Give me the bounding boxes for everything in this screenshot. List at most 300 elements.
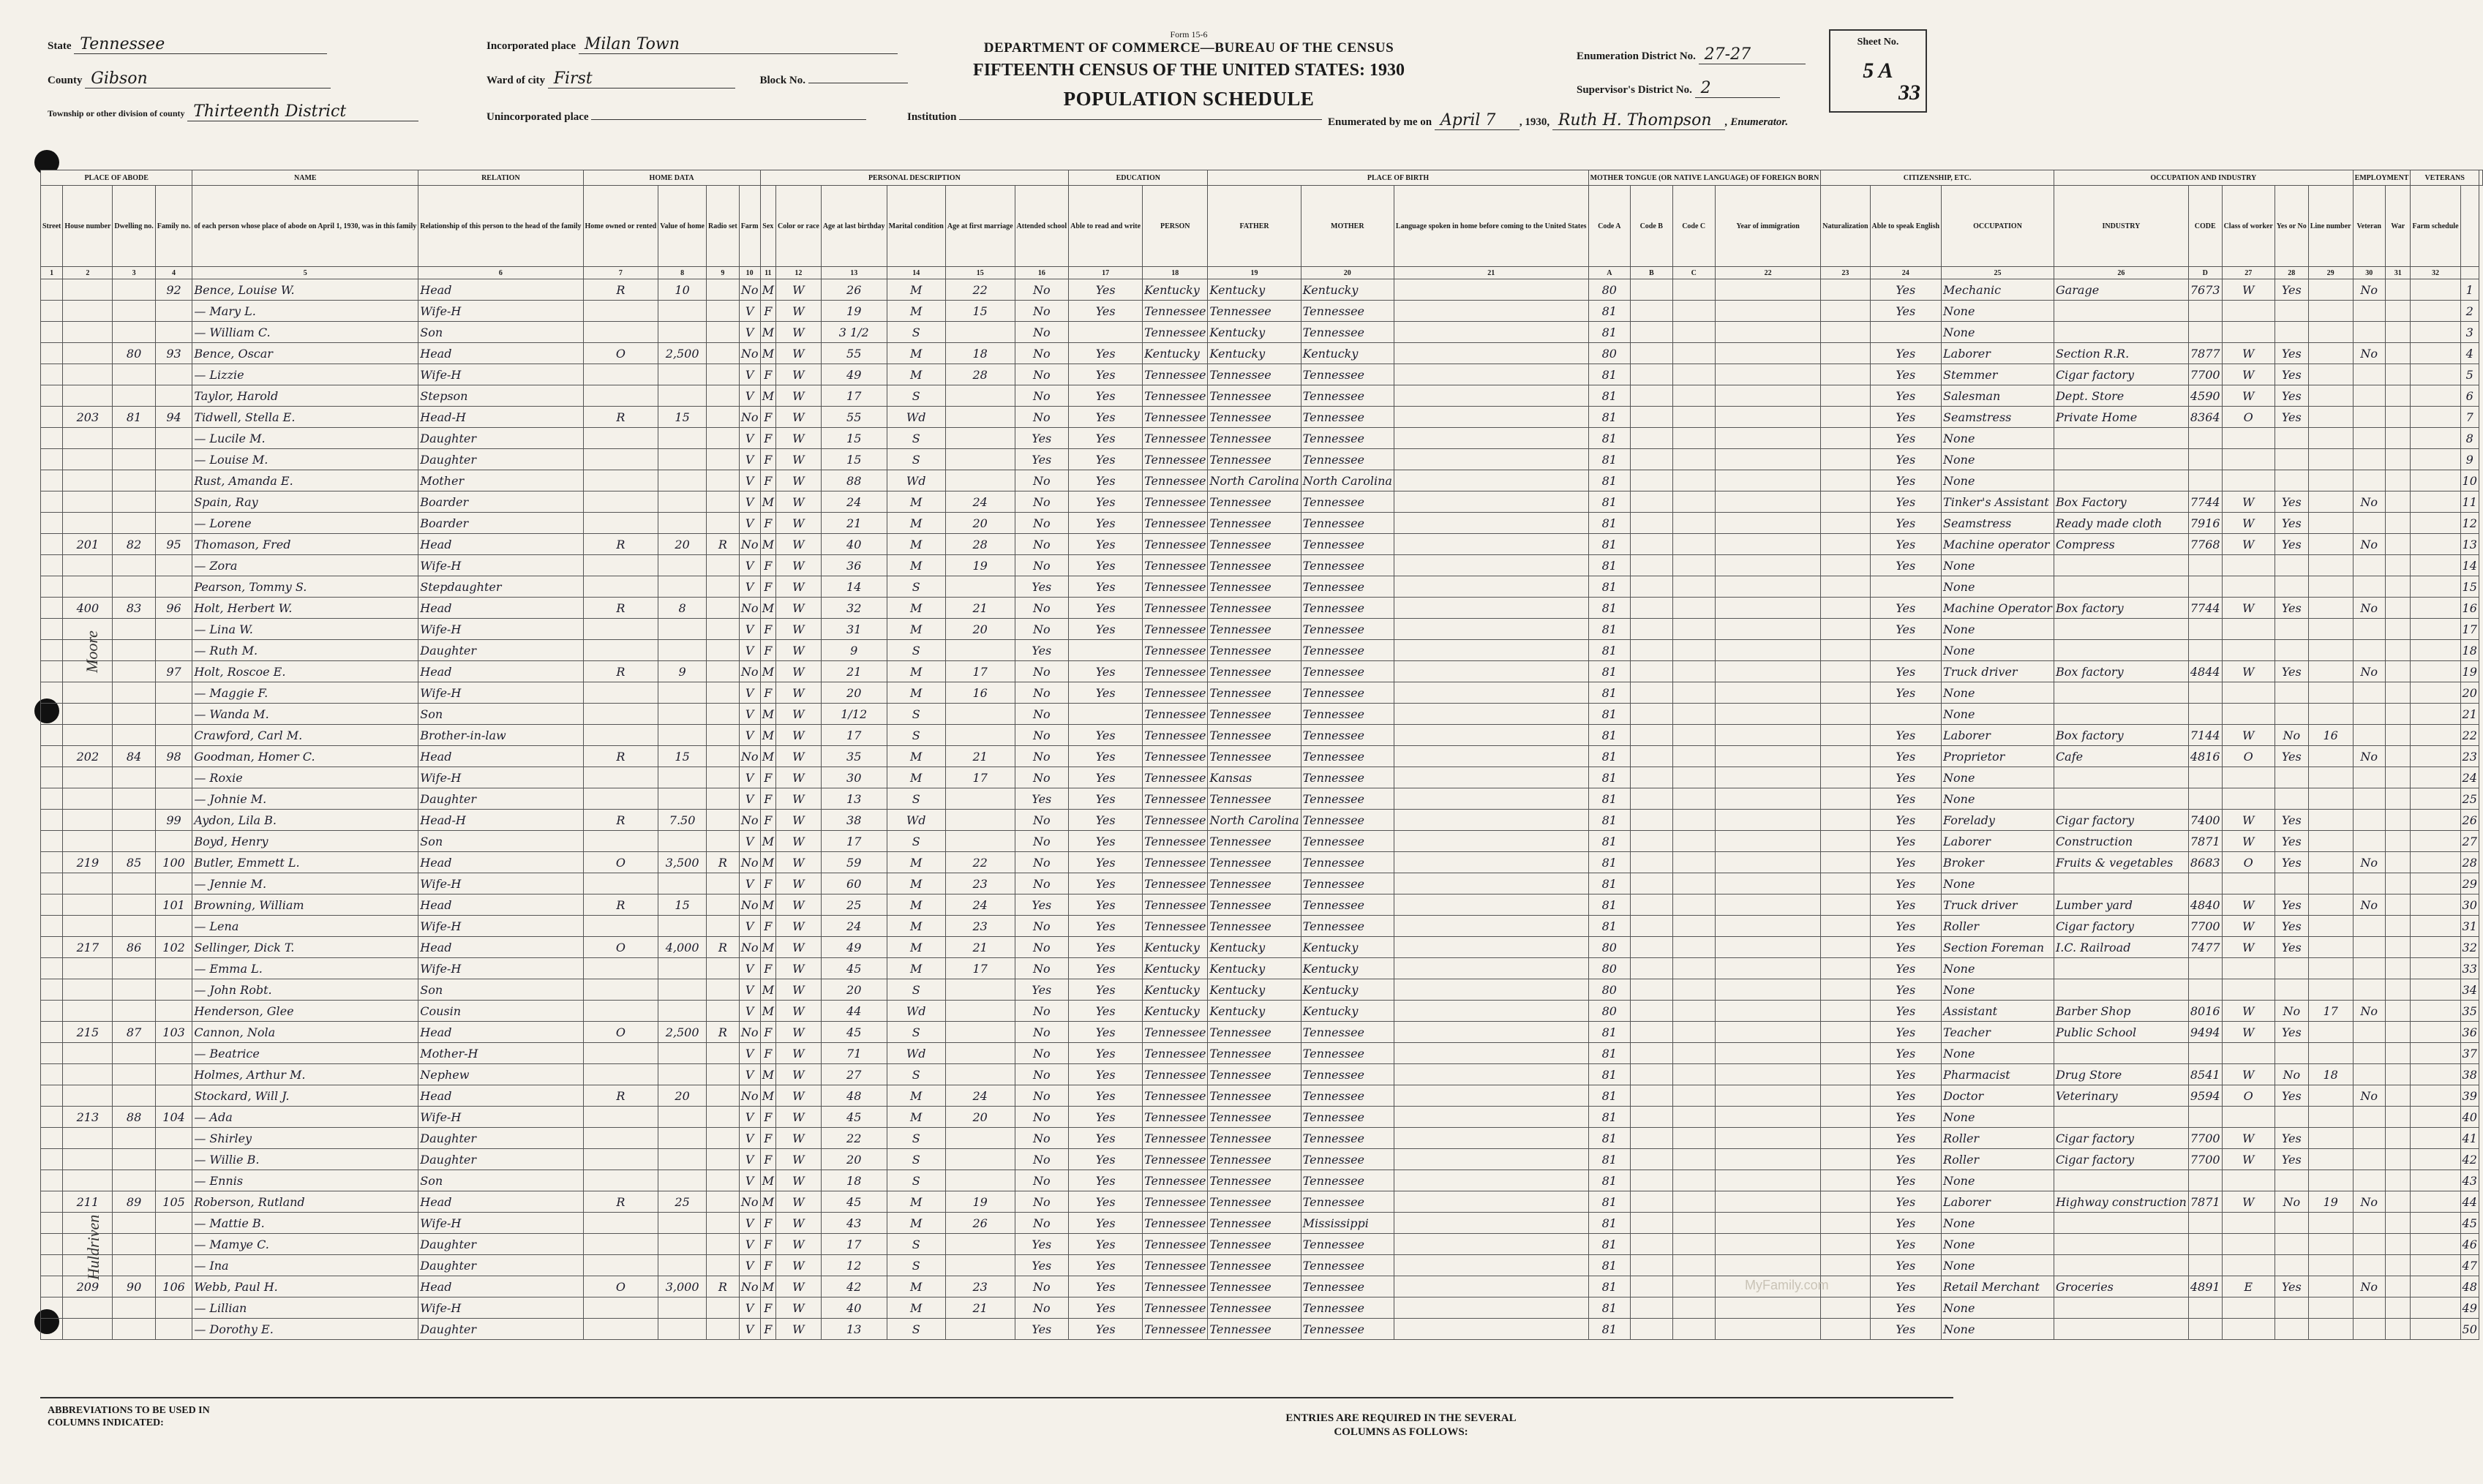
cell-2 (63, 894, 113, 916)
cell-22: 81 (1588, 810, 1630, 831)
cell-15: 22 (945, 852, 1015, 873)
cell-35 (2385, 704, 2411, 725)
cell-1 (41, 725, 63, 746)
cell-6: Head-H (418, 407, 583, 428)
cell-7: O (583, 937, 658, 958)
cell-27: Yes (1870, 894, 1942, 916)
cell-34 (2353, 619, 2385, 640)
cell-9 (706, 958, 739, 979)
cell-9 (706, 788, 739, 810)
cell-15 (945, 640, 1015, 661)
cell-6: Daughter (418, 449, 583, 470)
cell-31 (2222, 428, 2274, 449)
cell-1 (41, 767, 63, 788)
cell-6: Head (418, 1276, 583, 1297)
cell-11: M (760, 491, 775, 513)
cell-26 (1821, 598, 1870, 619)
cell-30 (2188, 640, 2222, 661)
cell-1 (41, 470, 63, 491)
cell-35 (2385, 1043, 2411, 1064)
cell-4 (155, 873, 192, 894)
cell-19: Tennessee (1208, 704, 1301, 725)
cell-2 (63, 301, 113, 322)
cell-13: 14 (821, 576, 887, 598)
cell-29: Highway construction (2054, 1191, 2188, 1213)
cell-22: 81 (1588, 1276, 1630, 1297)
cell-32: Yes (2274, 1022, 2308, 1043)
cell-16: No (1015, 513, 1069, 534)
cell-24 (1672, 279, 1715, 301)
cell-18: Tennessee (1143, 810, 1208, 831)
cell-32: Yes (2274, 1128, 2308, 1149)
cell-16: No (1015, 534, 1069, 555)
cell-34: No (2353, 661, 2385, 682)
cell-36 (2411, 364, 2460, 385)
cell-10: V (739, 301, 760, 322)
cell-26 (1821, 1255, 1870, 1276)
cell-15 (945, 1001, 1015, 1022)
cell-3 (113, 682, 155, 704)
cell-13: 26 (821, 279, 887, 301)
cell-19: Kentucky (1208, 1001, 1301, 1022)
cell-13: 36 (821, 555, 887, 576)
cell-27: Yes (1870, 1128, 1942, 1149)
cell-15: 26 (945, 1213, 1015, 1234)
cell-2 (63, 958, 113, 979)
cell-36 (2411, 894, 2460, 916)
table-row (41, 894, 2483, 916)
cell-26 (1821, 810, 1870, 831)
cell-16: No (1015, 343, 1069, 364)
cell-22: 81 (1588, 513, 1630, 534)
cell-20: Kentucky (1301, 343, 1394, 364)
cell-33 (2308, 407, 2353, 428)
cell-9: R (706, 534, 739, 555)
cell-23 (1631, 1149, 1672, 1170)
column-head-5: of each person whose place of abode on April 1, 1930, was in this family (192, 186, 418, 267)
cell-24 (1672, 661, 1715, 682)
cell-5: Spain, Ray (192, 491, 418, 513)
cell-4 (155, 831, 192, 852)
cell-30 (2188, 555, 2222, 576)
cell-34 (2353, 1234, 2385, 1255)
cell-2 (63, 449, 113, 470)
cell-27: Yes (1870, 1255, 1942, 1276)
cell-8 (658, 576, 707, 598)
cell-6: Daughter (418, 1128, 583, 1149)
cell-12: W (775, 704, 821, 725)
cell-26 (1821, 831, 1870, 852)
cell-11: M (760, 661, 775, 682)
cell-13: 12 (821, 1255, 887, 1276)
cell-8 (658, 449, 707, 470)
cell-9 (706, 916, 739, 937)
column-number-17: 17 (1069, 267, 1143, 279)
cell-8: 3,000 (658, 1276, 707, 1297)
cell-35 (2385, 1022, 2411, 1043)
cell-24 (1672, 894, 1715, 916)
cell-13: 49 (821, 364, 887, 385)
cell-27: Yes (1870, 831, 1942, 852)
cell-29: Cigar factory (2054, 916, 2188, 937)
cell-6: Boarder (418, 513, 583, 534)
cell-26 (1821, 1001, 1870, 1022)
cell-26 (1821, 491, 1870, 513)
column-number-18: 18 (1143, 267, 1208, 279)
cell-4 (155, 1128, 192, 1149)
cell-25 (1715, 958, 1820, 979)
cell-10: No (739, 937, 760, 958)
cell-8 (658, 831, 707, 852)
cell-20: Tennessee (1301, 1128, 1394, 1149)
cell-9 (706, 1170, 739, 1191)
cell-29: Box Factory (2054, 491, 2188, 513)
enumerated-label: Enumerated by me on (1328, 116, 1432, 128)
cell-24 (1672, 1213, 1715, 1234)
cell-27: Yes (1870, 1022, 1942, 1043)
cell-34 (2353, 1213, 2385, 1234)
cell-13: 30 (821, 767, 887, 788)
cell-31 (2222, 704, 2274, 725)
cell-31: W (2222, 937, 2274, 958)
cell-13: 45 (821, 1022, 887, 1043)
cell-8: 8 (658, 598, 707, 619)
cell-4 (155, 725, 192, 746)
cell-30 (2188, 873, 2222, 894)
cell-5: — Johnie M. (192, 788, 418, 810)
cell-23 (1631, 704, 1672, 725)
cell-8 (658, 470, 707, 491)
cell-18: Tennessee (1143, 704, 1208, 725)
cell-3 (113, 831, 155, 852)
cell-25 (1715, 894, 1820, 916)
township-label: Township or other division of county (48, 108, 185, 118)
cell-25 (1715, 513, 1820, 534)
cell-17 (1069, 704, 1143, 725)
cell-15: 18 (945, 343, 1015, 364)
line-number: 42 (2460, 1149, 2479, 1170)
cell-25 (1715, 279, 1820, 301)
cell-35 (2385, 1276, 2411, 1297)
cell-10: V (739, 364, 760, 385)
cell-3 (113, 1170, 155, 1191)
cell-15: 28 (945, 364, 1015, 385)
cell-14: M (887, 682, 945, 704)
cell-31: W (2222, 1149, 2274, 1170)
cell-5: — Emma L. (192, 958, 418, 979)
cell-8: 15 (658, 894, 707, 916)
table-row (41, 725, 2483, 746)
schedule-title: POPULATION SCHEDULE (1063, 88, 1315, 110)
cell-21 (1394, 534, 1588, 555)
cell-32 (2274, 767, 2308, 788)
cell-16: No (1015, 1213, 1069, 1234)
cell-23 (1631, 407, 1672, 428)
cell-23 (1631, 916, 1672, 937)
cell-36 (2411, 640, 2460, 661)
cell-27: Yes (1870, 491, 1942, 513)
cell-15 (945, 385, 1015, 407)
cell-22: 81 (1588, 1043, 1630, 1064)
cell-16: No (1015, 1085, 1069, 1107)
cell-1 (41, 1255, 63, 1276)
cell-29 (2054, 873, 2188, 894)
cell-28: None (1942, 576, 2054, 598)
cell-20: Tennessee (1301, 513, 1394, 534)
cell-20: Tennessee (1301, 1297, 1394, 1319)
cell-24 (1672, 1234, 1715, 1255)
cell-36 (2411, 979, 2460, 1001)
cell-27: Yes (1870, 598, 1942, 619)
cell-21 (1394, 1276, 1588, 1297)
cell-15 (945, 1128, 1015, 1149)
line-number: 44 (2460, 1191, 2479, 1213)
cell-19: Tennessee (1208, 364, 1301, 385)
table-row (41, 301, 2483, 322)
cell-33 (2308, 491, 2353, 513)
cell-32: Yes (2274, 810, 2308, 831)
cell-5: — Ruth M. (192, 640, 418, 661)
ward-label: Ward of city (487, 75, 545, 86)
cell-7: O (583, 1022, 658, 1043)
cell-8 (658, 1297, 707, 1319)
cell-22: 81 (1588, 852, 1630, 873)
cell-22: 81 (1588, 534, 1630, 555)
cell-18: Tennessee (1143, 661, 1208, 682)
cell-33: 16 (2308, 725, 2353, 746)
cell-35 (2385, 1128, 2411, 1149)
cell-12: W (775, 937, 821, 958)
cell-24 (1672, 725, 1715, 746)
cell-1 (41, 1276, 63, 1297)
cell-15 (945, 407, 1015, 428)
cell-1 (41, 852, 63, 873)
cell-25 (1715, 788, 1820, 810)
cell-21 (1394, 1255, 1588, 1276)
cell-13: 88 (821, 470, 887, 491)
column-number-5: 5 (192, 267, 418, 279)
cell-9: R (706, 852, 739, 873)
cell-17: Yes (1069, 364, 1143, 385)
cell-29: Dept. Store (2054, 385, 2188, 407)
cell-22: 81 (1588, 640, 1630, 661)
cell-34 (2353, 640, 2385, 661)
cell-24 (1672, 576, 1715, 598)
cell-18: Tennessee (1143, 1170, 1208, 1191)
cell-20: Tennessee (1301, 491, 1394, 513)
cell-9 (706, 491, 739, 513)
cell-6: Mother (418, 470, 583, 491)
cell-8 (658, 619, 707, 640)
cell-24 (1672, 343, 1715, 364)
cell-7 (583, 1043, 658, 1064)
cell-8: 3,500 (658, 852, 707, 873)
cell-5: Sellinger, Dick T. (192, 937, 418, 958)
cell-2 (63, 385, 113, 407)
cell-23 (1631, 852, 1672, 873)
cell-36 (2411, 449, 2460, 470)
line-number: 31 (2460, 916, 2479, 937)
cell-14: S (887, 979, 945, 1001)
cell-11: F (760, 1107, 775, 1128)
cell-22: 80 (1588, 958, 1630, 979)
cell-36 (2411, 725, 2460, 746)
cell-28: None (1942, 449, 2054, 470)
cell-21 (1394, 788, 1588, 810)
cell-15 (945, 810, 1015, 831)
cell-26 (1821, 619, 1870, 640)
cell-23 (1631, 534, 1672, 555)
cell-11: F (760, 619, 775, 640)
cell-12: W (775, 513, 821, 534)
cell-16: No (1015, 555, 1069, 576)
cell-18: Tennessee (1143, 640, 1208, 661)
enum-district-value: 27-27 (1699, 45, 1806, 64)
cell-24 (1672, 1276, 1715, 1297)
county-value: Gibson (85, 69, 331, 88)
cell-25 (1715, 407, 1820, 428)
cell-30 (2188, 1234, 2222, 1255)
cell-1 (41, 640, 63, 661)
cell-23 (1631, 1107, 1672, 1128)
page-stamp-number: 33 (1898, 80, 1920, 105)
cell-16: Yes (1015, 449, 1069, 470)
cell-8 (658, 513, 707, 534)
cell-33 (2308, 682, 2353, 704)
cell-22: 81 (1588, 873, 1630, 894)
cell-33 (2308, 598, 2353, 619)
cell-33 (2308, 343, 2353, 364)
cell-16: No (1015, 725, 1069, 746)
cell-30: 9494 (2188, 1022, 2222, 1043)
cell-4 (155, 979, 192, 1001)
line-number: 23 (2460, 746, 2479, 767)
cell-36 (2411, 1064, 2460, 1085)
cell-25 (1715, 704, 1820, 725)
cell-21 (1394, 385, 1588, 407)
cell-36 (2411, 407, 2460, 428)
cell-33 (2308, 534, 2353, 555)
cell-17: Yes (1069, 385, 1143, 407)
cell-17: Yes (1069, 682, 1143, 704)
column-group-1: PLACE OF ABODE (41, 170, 192, 186)
cell-30: 4816 (2188, 746, 2222, 767)
column-group-7: PLACE OF BIRTH (1208, 170, 1588, 186)
column-group-6: EDUCATION (1069, 170, 1208, 186)
cell-30: 7744 (2188, 491, 2222, 513)
cell-5: — Ina (192, 1255, 418, 1276)
table-row (41, 534, 2483, 555)
cell-23 (1631, 470, 1672, 491)
cell-25 (1715, 979, 1820, 1001)
cell-22: 81 (1588, 1149, 1630, 1170)
line-number: 38 (2460, 1064, 2479, 1085)
cell-17: Yes (1069, 916, 1143, 937)
cell-4 (155, 1213, 192, 1234)
cell-7 (583, 322, 658, 343)
cell-23 (1631, 979, 1672, 1001)
cell-30: 4590 (2188, 385, 2222, 407)
cell-16: No (1015, 1064, 1069, 1085)
unincorporated-label: Unincorporated place (487, 111, 589, 123)
cell-6: Son (418, 979, 583, 1001)
cell-29 (2054, 1213, 2188, 1234)
cell-9 (706, 1255, 739, 1276)
cell-35 (2385, 725, 2411, 746)
cell-8 (658, 1149, 707, 1170)
cell-8: 2,500 (658, 343, 707, 364)
line-number: 6 (2460, 385, 2479, 407)
column-head-19: FATHER (1208, 186, 1301, 267)
cell-28: Seamstress (1942, 513, 2054, 534)
cell-33: 18 (2308, 1064, 2353, 1085)
cell-8 (658, 916, 707, 937)
cell-23 (1631, 619, 1672, 640)
cell-11: F (760, 1043, 775, 1064)
cell-22: 81 (1588, 1213, 1630, 1234)
township-field (48, 102, 418, 121)
cell-14: M (887, 1297, 945, 1319)
cell-12: W (775, 894, 821, 916)
cell-8 (658, 301, 707, 322)
cell-19: Tennessee (1208, 788, 1301, 810)
cell-1 (41, 279, 63, 301)
cell-30: 7700 (2188, 1128, 2222, 1149)
cell-1 (41, 937, 63, 958)
cell-13: 31 (821, 619, 887, 640)
cell-28: Roller (1942, 916, 2054, 937)
cell-16: No (1015, 873, 1069, 894)
cell-31: W (2222, 513, 2274, 534)
cell-17: Yes (1069, 619, 1143, 640)
cell-22: 81 (1588, 1170, 1630, 1191)
enumerator-suffix: , Enumerator. (1724, 116, 1789, 128)
cell-9 (706, 640, 739, 661)
cell-30 (2188, 301, 2222, 322)
cell-1 (41, 1319, 63, 1340)
line-number: 2 (2460, 301, 2479, 322)
cell-6: Son (418, 704, 583, 725)
column-head-12: Color or race (775, 186, 821, 267)
cell-10: No (739, 534, 760, 555)
cell-23 (1631, 1255, 1672, 1276)
column-number-14: 14 (887, 267, 945, 279)
cell-13: 40 (821, 534, 887, 555)
cell-9: R (706, 1276, 739, 1297)
cell-10: V (739, 1234, 760, 1255)
cell-6: Wife-H (418, 1297, 583, 1319)
cell-13: 18 (821, 1170, 887, 1191)
cell-14: M (887, 534, 945, 555)
cell-36 (2411, 343, 2460, 364)
cell-14: M (887, 598, 945, 619)
cell-18: Kentucky (1143, 937, 1208, 958)
cell-26 (1821, 979, 1870, 1001)
cell-26 (1821, 449, 1870, 470)
cell-28: Forelady (1942, 810, 2054, 831)
cell-28: Machine operator (1942, 534, 2054, 555)
cell-26 (1821, 873, 1870, 894)
cell-30 (2188, 958, 2222, 979)
cell-10: V (739, 873, 760, 894)
cell-7 (583, 1001, 658, 1022)
cell-19: Tennessee (1208, 661, 1301, 682)
cell-22: 81 (1588, 704, 1630, 725)
cell-4 (155, 555, 192, 576)
cell-18: Tennessee (1143, 364, 1208, 385)
cell-15: 23 (945, 1276, 1015, 1297)
cell-13: 35 (821, 746, 887, 767)
